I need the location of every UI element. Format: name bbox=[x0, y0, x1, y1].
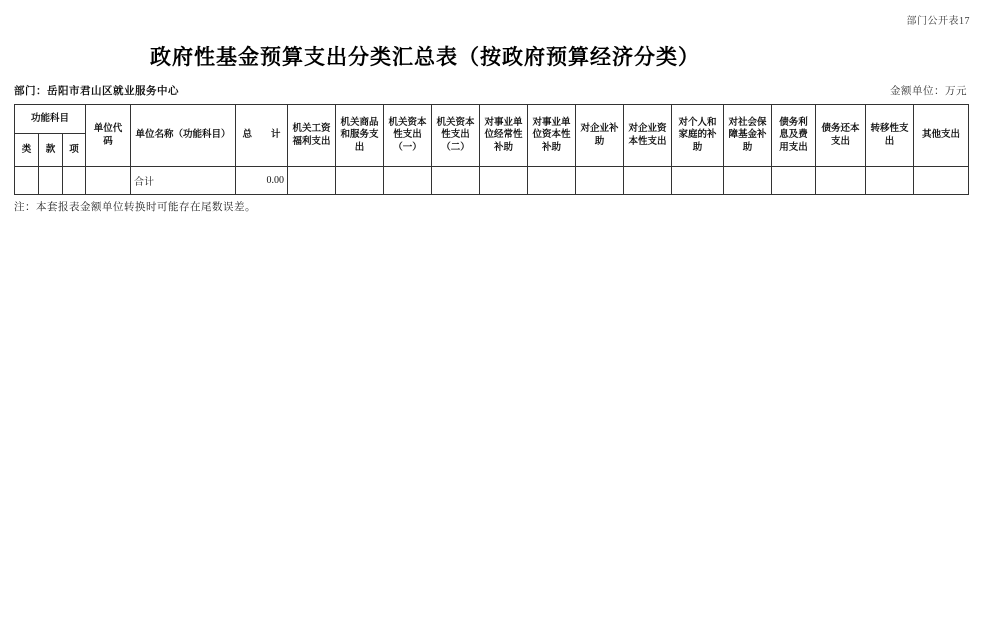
amount-unit-label: 金额单位：万元 bbox=[890, 86, 967, 97]
cell-expense-3 bbox=[432, 167, 480, 195]
header-section: 款 bbox=[39, 134, 63, 167]
cell-expense-7 bbox=[624, 167, 672, 195]
cell-total: 0.00 bbox=[236, 167, 288, 195]
header-category: 类 bbox=[15, 134, 39, 167]
sheet-number-label: 部门公开表17 bbox=[906, 16, 970, 27]
cell-expense-8 bbox=[672, 167, 724, 195]
cell-expense-5 bbox=[528, 167, 576, 195]
cell-unit-name: 合计 bbox=[131, 167, 236, 195]
cell-expense-11 bbox=[816, 167, 866, 195]
header-total: 总 计 bbox=[236, 105, 288, 167]
cell-item bbox=[63, 167, 86, 195]
header-expense-col-8: 对个人和家庭的补助 bbox=[672, 105, 724, 167]
header-expense-col-7: 对企业资本性支出 bbox=[624, 105, 672, 167]
cell-expense-12 bbox=[866, 167, 914, 195]
header-item: 项 bbox=[63, 134, 86, 167]
cell-expense-6 bbox=[576, 167, 624, 195]
cell-expense-9 bbox=[724, 167, 772, 195]
budget-summary-table bbox=[14, 104, 969, 195]
header-expense-col-9: 对社会保障基金补助 bbox=[724, 105, 772, 167]
header-expense-col-6: 对企业补助 bbox=[576, 105, 624, 167]
header-expense-col-0: 机关工资福利支出 bbox=[288, 105, 336, 167]
cell-expense-13 bbox=[914, 167, 969, 195]
cell-expense-10 bbox=[772, 167, 816, 195]
header-unit-code: 单位代码 bbox=[86, 105, 131, 167]
cell-category bbox=[15, 167, 39, 195]
cell-expense-2 bbox=[384, 167, 432, 195]
cell-expense-4 bbox=[480, 167, 528, 195]
cell-expense-1 bbox=[336, 167, 384, 195]
header-expense-col-12: 转移性支出 bbox=[866, 105, 914, 167]
header-expense-col-4: 对事业单位经常性补助 bbox=[480, 105, 528, 167]
header-row-1 bbox=[15, 105, 969, 134]
header-expense-col-1: 机关商品和服务支出 bbox=[336, 105, 384, 167]
header-expense-col-11: 债务还本支出 bbox=[816, 105, 866, 167]
header-function-subject: 功能科目 bbox=[15, 105, 86, 134]
department-label: 部门：岳阳市君山区就业服务中心 bbox=[14, 86, 179, 97]
header-expense-col-3: 机关资本性支出（二） bbox=[432, 105, 480, 167]
table-row-total bbox=[15, 167, 969, 195]
header-expense-col-5: 对事业单位资本性补助 bbox=[528, 105, 576, 167]
header-expense-col-2: 机关资本性支出（一） bbox=[384, 105, 432, 167]
footnote: 注：本套报表金额单位转换时可能存在尾数误差。 bbox=[14, 202, 256, 213]
header-unit-name: 单位名称（功能科目） bbox=[131, 105, 236, 167]
meta-row bbox=[14, 83, 967, 98]
header-expense-col-13: 其他支出 bbox=[914, 105, 969, 167]
cell-section bbox=[39, 167, 63, 195]
page-title: 政府性基金预算支出分类汇总表（按政府预算经济分类） bbox=[150, 45, 700, 69]
header-expense-col-10: 债务利息及费用支出 bbox=[772, 105, 816, 167]
cell-unit-code bbox=[86, 167, 131, 195]
cell-expense-0 bbox=[288, 167, 336, 195]
